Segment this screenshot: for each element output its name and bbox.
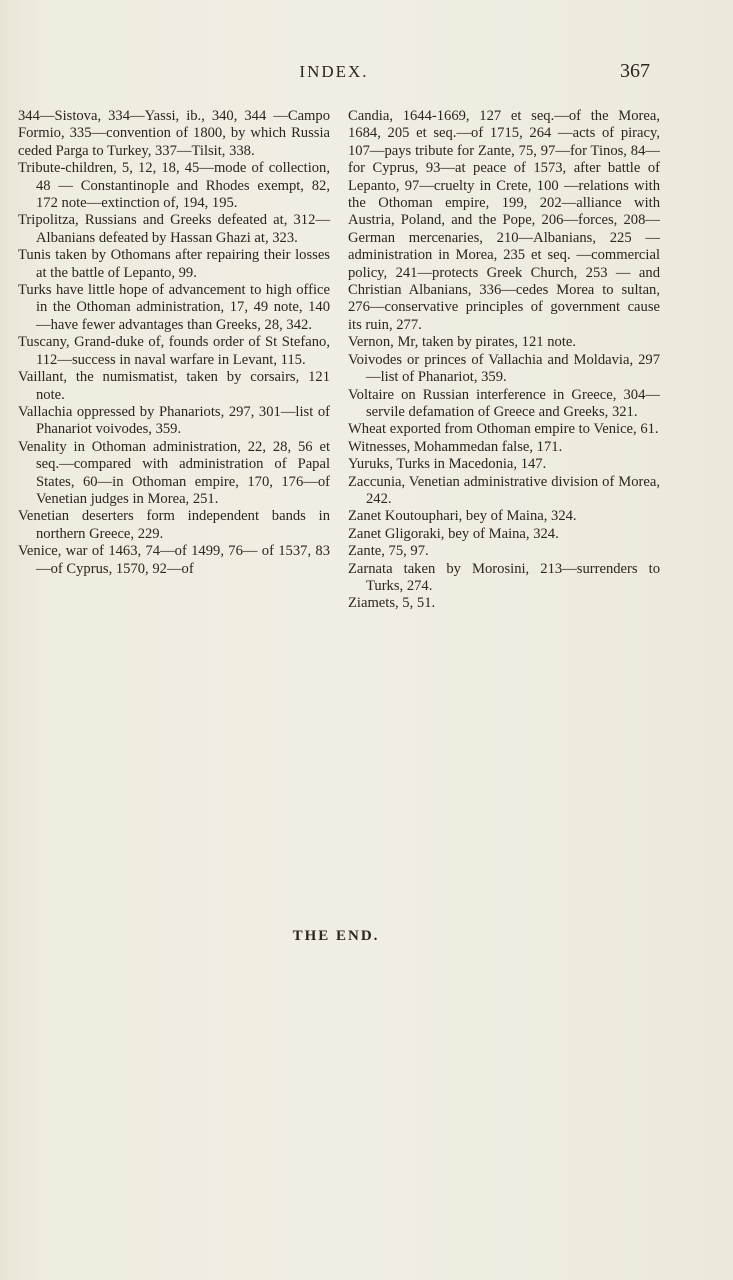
page-header	[18, 62, 650, 88]
index-entry: Wheat exported from Othoman empire to Venice, 61.	[348, 421, 659, 438]
index-entry: Yuruks, Turks in Macedonia, 147.	[348, 456, 547, 473]
index-entry: Zanet Gligoraki, bey of Maina, 324.	[348, 525, 559, 542]
index-entry: Venality in Othoman administration, 22, 28, 56 et seq.—compared with administration of Papal States, 60—in Othoman empire, 170, 176—of Venetian judges in Morea, 251.	[18, 438, 330, 507]
index-entry: Tribute-children, 5, 12, 18, 45—mode of collection, 48 — Constantinople and Rhodes exempt, 82, 172 note—extinction of, 194, 195.	[18, 160, 330, 212]
index-entry: Witnesses, Mohammedan false, 171.	[348, 438, 563, 455]
page-number: 367	[620, 60, 650, 82]
index-entry: Turks have little hope of advancement to high office in the Othoman administration, 17, 49 note, 140—have fewer advantages than Greeks, 28, 342.	[18, 282, 330, 333]
index-entry: Zaccunia, Venetian administrative division of Morea, 242.	[348, 473, 660, 507]
index-entry: Tunis taken by Othomans after repairing their losses at the battle of Lepanto, 99.	[18, 247, 330, 281]
index-entry: Zante, 75, 97.	[348, 543, 429, 560]
index-entry: Vernon, Mr, taken by pirates, 121 note.	[348, 334, 576, 351]
index-entry: Voivodes or princes of Vallachia and Moldavia, 297—list of Phanariot, 359.	[348, 351, 660, 386]
index-entry-continuation: 344—Sistova, 334—Yassi, ib., 340, 344 —Campo Formio, 335—convention of 1800, by which Russia ceded Parga to Turkey, 337—Tilsit, 338.	[18, 108, 330, 159]
running-title: INDEX.	[299, 62, 369, 81]
index-column-right	[348, 108, 660, 613]
index-entry-continuation: Candia, 1644-1669, 127 et seq.—of the Morea, 1684, 205 et seq.—of 1715, 264 —acts of piracy, 107—pays tribute for Zante, 75, 97—for Tinos, 84—for Cyprus, 93—at peace of 1573, after battle of Lepanto, 97—cruelty in Crete, 100 —relations with the Othoman empire, 199, 202—alliance with Austria, Poland, and the Pope, 206—forces, 208—German mercenaries, 210—Albanians, 225 —administration in Morea, 235 et seq. —commercial policy, 241—protects Greek Church, 253 — and Christian Albanians, 336—cedes Morea to sultan, 276—conservative principles of government cause its ruin, 277.	[348, 108, 660, 333]
index-entry: Ziamets, 5, 51.	[348, 595, 436, 612]
index-entry: Venetian deserters form independent bands in northern Greece, 229.	[18, 508, 330, 542]
index-entry: Vallachia oppressed by Phanariots, 297, 301—list of Phanariot voivodes, 359.	[18, 403, 330, 438]
index-column-left	[18, 108, 330, 578]
index-entry: Voltaire on Russian interference in Greece, 304—servile defamation of Greece and Greeks, 321.	[348, 386, 660, 420]
index-entry: Venice, war of 1463, 74—of 1499, 76— of 1537, 83—of Cyprus, 1570, 92—of	[18, 543, 330, 577]
index-entry: Tripolitza, Russians and Greeks defeated at, 312—Albanians defeated by Hassan Ghazi at, 323.	[18, 212, 330, 246]
index-entry: Zarnata taken by Morosini, 213—surrenders to Turks, 274.	[348, 560, 660, 594]
index-entry: Vaillant, the numismatist, taken by corsairs, 121 note.	[18, 369, 330, 403]
index-entry: Zanet Koutouphari, bey of Maina, 324.	[348, 508, 577, 525]
index-entry: Tuscany, Grand-duke of, founds order of St Stefano, 112—success in naval warfare in Levant, 115.	[18, 334, 330, 368]
the-end-text: THE END.	[292, 928, 380, 944]
